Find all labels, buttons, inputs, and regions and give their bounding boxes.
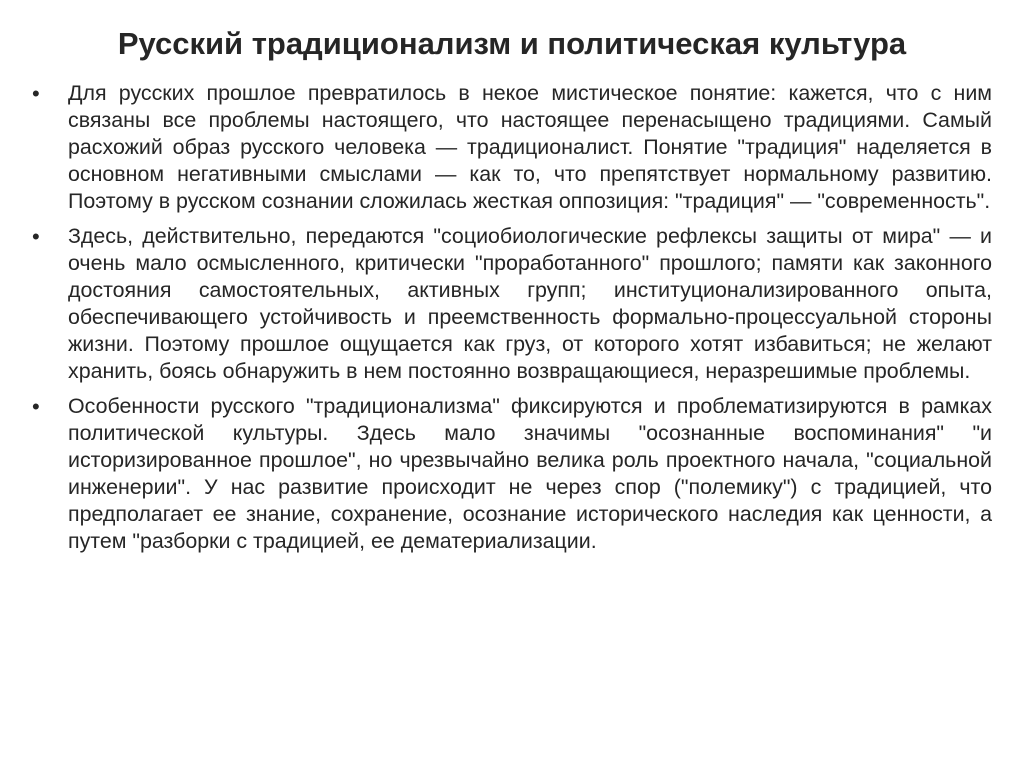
bullet-item [32,223,992,385]
bullet-icon: • [32,81,40,106]
bullet-text: Особенности русского "традиционализма" фиксируются и проблематизируются в рамках политической культуры. Здесь мало значимы "осознанные воспоминания" "и историзированное прошлое", но чрезвычайно велика роль проектного начала, "социальной инженерии". У нас развитие происходит не через спор ("полемику") с традицией, что предполагает ее знание, сохранение, осознание исторического наследия как ценности, а путем "разборки с традицией, ее дематериализации. [68,394,992,553]
bullet-text: Здесь, действительно, передаются "социобиологические рефлексы защиты от мира" — и очень мало осмысленного, критически "проработанного" прошлого; памяти как законного достояния самостоятельных, активных групп; институционализированного опыта, обеспечивающего устойчивость и преемственность формально-процессуальной стороны жизни. Поэтому прошлое ощущается как груз, от которого хотят избавиться; не желают хранить, боясь обнаружить в нем постоянно возвращающиеся, неразрешимые проблемы. [68,224,992,383]
bullet-text: Для русских прошлое превратилось в некое мистическое понятие: кажется, что с ним связаны все проблемы настоящего, что настоящее перенасыщено традициями. Самый расхожий образ русского человека — традиционалист. Понятие "традиция" наделяется в основном негативными смыслами — как то, что препятствует нормальному развитию. Поэтому в русском сознании сложилась жесткая оппозиция: "традиция" — "современность". [68,81,992,213]
bullet-item [32,80,992,215]
bullet-item [32,393,992,555]
bullet-list [32,80,992,563]
bullet-icon: • [32,224,40,249]
slide-title: Русский традиционализм и политическая культура [117,26,907,61]
bullet-icon: • [32,394,40,419]
